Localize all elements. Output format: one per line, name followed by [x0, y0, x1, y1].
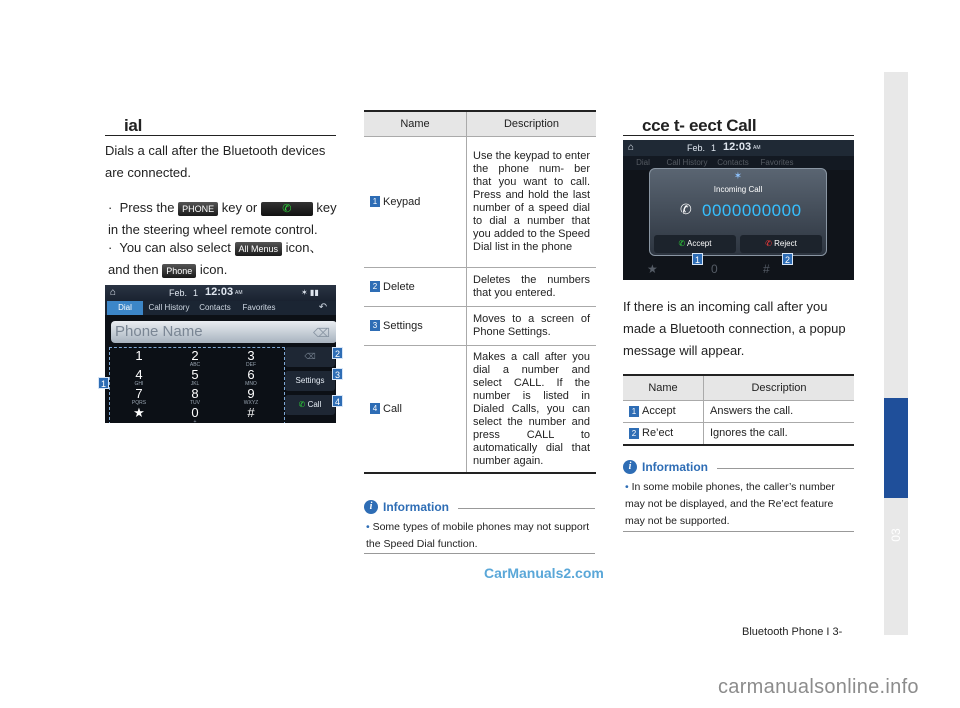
call-icon: ✆	[298, 400, 306, 409]
accept-section-title: cce t- eect Call	[642, 116, 757, 135]
popup-title: Incoming Call	[713, 185, 763, 194]
reject-button[interactable]: ✆ Reject	[740, 235, 822, 253]
row-number: 4	[370, 403, 380, 414]
bullet-1-post: key in the steering wheel remote control.	[108, 200, 337, 237]
keypad-letters: ABC	[189, 362, 201, 368]
status-day: 1	[711, 143, 717, 153]
row-number: 2	[370, 281, 380, 292]
reject-icon: ✆	[765, 239, 772, 248]
table-row	[623, 423, 854, 446]
info-text: • In some mobile phones, the caller’s number may not be displayed, and the Re’ect feature may not be supported.	[625, 481, 835, 527]
row-number: 3	[370, 320, 380, 331]
status-ampm: AM	[235, 290, 243, 296]
keypad-digit: 3	[247, 348, 255, 363]
bluetooth-icon: ✶	[733, 171, 743, 182]
callout-4: 4	[332, 395, 343, 407]
info-title-rule	[458, 508, 595, 509]
keypad-key[interactable]	[169, 368, 221, 387]
keypad-digit: ★	[133, 405, 145, 420]
dial-table-header-description: Description	[467, 111, 597, 137]
keypad-key[interactable]	[225, 406, 277, 419]
delete-button[interactable]: ⌫	[285, 347, 335, 367]
table-row	[364, 268, 596, 307]
watermark-bottom: carmanualsonline.info	[718, 676, 919, 698]
chapter-side-strip	[884, 72, 908, 635]
tab-contacts[interactable]: Contacts	[199, 303, 231, 312]
call-key-icon: ✆	[261, 202, 313, 216]
all-menus-key: All Menus	[235, 242, 283, 256]
incoming-number: 0000000000	[702, 201, 802, 220]
dial-tab-bar	[105, 301, 336, 315]
tab-contacts: Contacts	[717, 158, 749, 167]
bullet-2-pre: You can also select	[119, 240, 231, 255]
keypad-key[interactable]	[169, 349, 221, 368]
keypad-key[interactable]	[225, 349, 277, 368]
table-row	[364, 346, 596, 474]
tab-call-history: Call History	[666, 158, 708, 167]
keypad-key[interactable]	[169, 387, 221, 406]
tab-favorites: Favorites	[760, 158, 794, 167]
phone-key: PHONE	[178, 202, 218, 216]
info-title: Information	[642, 460, 708, 474]
keypad-letters: JKL	[190, 381, 200, 387]
chapter-number: 03	[889, 528, 903, 542]
phone-menu-key: Phone	[162, 264, 196, 278]
keypad-digit: 4	[135, 367, 143, 382]
dial-table-header-name: Name	[364, 111, 467, 137]
info-title-rule	[717, 468, 854, 469]
chapter-side-marker	[884, 398, 908, 498]
row-description: Answers the call.	[704, 401, 855, 423]
callout-3: 3	[332, 368, 343, 380]
keypad-digit: 5	[191, 367, 199, 382]
keypad-key[interactable]	[169, 406, 221, 423]
accept-button[interactable]: ✆ Accept	[654, 235, 736, 253]
bluetooth-status-icon: ✶ ▮▮	[301, 288, 319, 297]
keypad-key[interactable]	[113, 406, 165, 419]
back-icon[interactable]: ↶	[318, 302, 328, 313]
incoming-phone-icon: ✆	[680, 201, 692, 217]
table-row	[364, 307, 596, 346]
keypad-letters: WXYZ	[243, 400, 259, 406]
accept-table-header-name: Name	[623, 375, 704, 401]
keypad-digit: 1	[135, 348, 143, 363]
row-description: Makes a call after you dial a number and select CALL. If the number is listed in Dialed Calls, you can select the number and press CALL to automatically dial that number again.	[467, 346, 597, 474]
keypad-digit: 2	[191, 348, 199, 363]
watermark-center: CarManuals2.com	[484, 565, 604, 581]
status-month: Feb.	[169, 288, 188, 298]
keypad-key[interactable]	[113, 368, 165, 387]
accept-title-rule	[623, 135, 854, 136]
callout-2: 2	[782, 253, 793, 265]
settings-button[interactable]: Settings	[285, 371, 335, 391]
tab-favorites[interactable]: Favorites	[242, 303, 276, 312]
keypad-letters: +	[193, 419, 197, 423]
call-button[interactable]	[285, 395, 335, 415]
keypad-letters: GHI	[134, 381, 144, 387]
dial-bullet-1: · Press the PHONE key or ✆ key in the steering wheel remote control.	[108, 200, 337, 237]
bullet-1-mid: key or	[221, 200, 258, 215]
keypad-letters: MNO	[245, 381, 257, 387]
keypad-letters: DEF	[246, 362, 256, 368]
row-name: Accept	[642, 405, 676, 417]
bullet-2-mid: icon、and then	[108, 240, 323, 277]
bullet-1-pre: Press the	[119, 200, 175, 215]
accept-description-table	[623, 374, 854, 446]
info-icon: i	[364, 500, 378, 514]
incoming-call-popup	[649, 168, 827, 256]
status-time: 12:03	[205, 286, 234, 298]
keypad-digit: #	[247, 405, 255, 420]
keypad-digit: 8	[191, 386, 199, 401]
status-ampm: AM	[753, 145, 761, 151]
tab-call-history[interactable]: Call History	[148, 303, 190, 312]
info-text: • Some types of mobile phones may not support the Speed Dial function.	[366, 521, 590, 550]
row-name: Delete	[383, 280, 415, 293]
row-description: Deletes the numbers that you entered.	[467, 268, 597, 307]
row-description: Moves to a screen of Phone Settings.	[467, 307, 597, 346]
status-bar	[105, 285, 336, 301]
status-month: Feb.	[687, 143, 706, 153]
home-icon[interactable]: ⌂	[110, 287, 117, 298]
status-day: 1	[193, 288, 199, 298]
table-row	[623, 401, 854, 423]
keypad-digit: 9	[247, 386, 255, 401]
info-icon: i	[623, 460, 637, 474]
info-text-body: Some types of mobile phones may not support the Speed Dial function.	[366, 521, 590, 550]
keypad-digit: 0	[191, 405, 199, 420]
status-bar	[623, 140, 854, 156]
keypad-digit: 7	[135, 386, 143, 401]
keypad-key[interactable]	[113, 349, 165, 362]
page-footer: Bluetooth Phone I 3-	[742, 626, 843, 638]
callout-1: 1	[692, 253, 703, 265]
dial-description-table	[364, 110, 596, 474]
call-button-label: Call	[307, 400, 322, 409]
keypad-key[interactable]	[225, 368, 277, 387]
info-bottom-rule	[623, 531, 854, 532]
row-name: Call	[383, 402, 402, 415]
row-number: 2	[629, 428, 639, 439]
phone-name-field[interactable]: Phone Name	[111, 321, 336, 343]
accept-icon: ✆	[678, 239, 686, 248]
info-text-body: In some mobile phones, the caller’s number may not be displayed, and the Re’ect feature may not be supported.	[625, 481, 835, 527]
dial-title-rule	[105, 135, 336, 136]
keypad-letters: PQRS	[131, 400, 147, 406]
dial-screenshot	[105, 285, 336, 423]
row-description: Use the keypad to enter the phone num- ber that you want to call. Press and hold the last number of a speed dial to dial a number that you added to the Speed Dial list in the phone	[467, 137, 597, 268]
status-time: 12:03	[723, 141, 752, 153]
dial-intro: Dials a call after the Bluetooth devices are connected.	[105, 143, 326, 180]
dial-bullet-2: · You can also select All Menus icon、and then Phone icon.	[108, 240, 323, 277]
row-description: Ignores the call.	[704, 423, 855, 446]
keypad-digit: 6	[247, 367, 255, 382]
keypad-letters: TUV	[190, 400, 200, 406]
keypad-key[interactable]	[113, 387, 165, 406]
row-name: Re’ect	[642, 427, 674, 439]
row-number: 1	[629, 406, 639, 417]
row-name: Keypad	[383, 195, 421, 208]
bullet-2-post: icon.	[199, 262, 228, 277]
callout-2: 2	[332, 347, 343, 359]
row-number: 1	[370, 196, 380, 207]
accept-table-header-description: Description	[704, 375, 855, 401]
dial-section-title: ial	[124, 116, 143, 135]
delete-icon[interactable]: ⌫	[313, 326, 330, 340]
home-icon[interactable]: ⌂	[628, 142, 635, 153]
info-title: Information	[383, 500, 449, 514]
info-bottom-rule	[364, 553, 595, 554]
row-name: Settings	[383, 319, 423, 332]
callout-1: 1	[98, 377, 109, 389]
tab-dial[interactable]: Dial	[107, 301, 143, 315]
keypad-key[interactable]	[225, 387, 277, 406]
tab-dial: Dial	[636, 158, 650, 167]
accept-intro: If there is an incoming call after you made a Bluetooth connection, a popup message will appear.	[623, 299, 846, 358]
incoming-call-screenshot: ⌂ Feb. 1 12:03 AM Dial Call History Contacts Favorites ✶ Incoming Call ✆ 0000000000 ✆ Accept ✆ Reject ★ 0 #	[623, 140, 854, 280]
table-row	[364, 137, 596, 268]
